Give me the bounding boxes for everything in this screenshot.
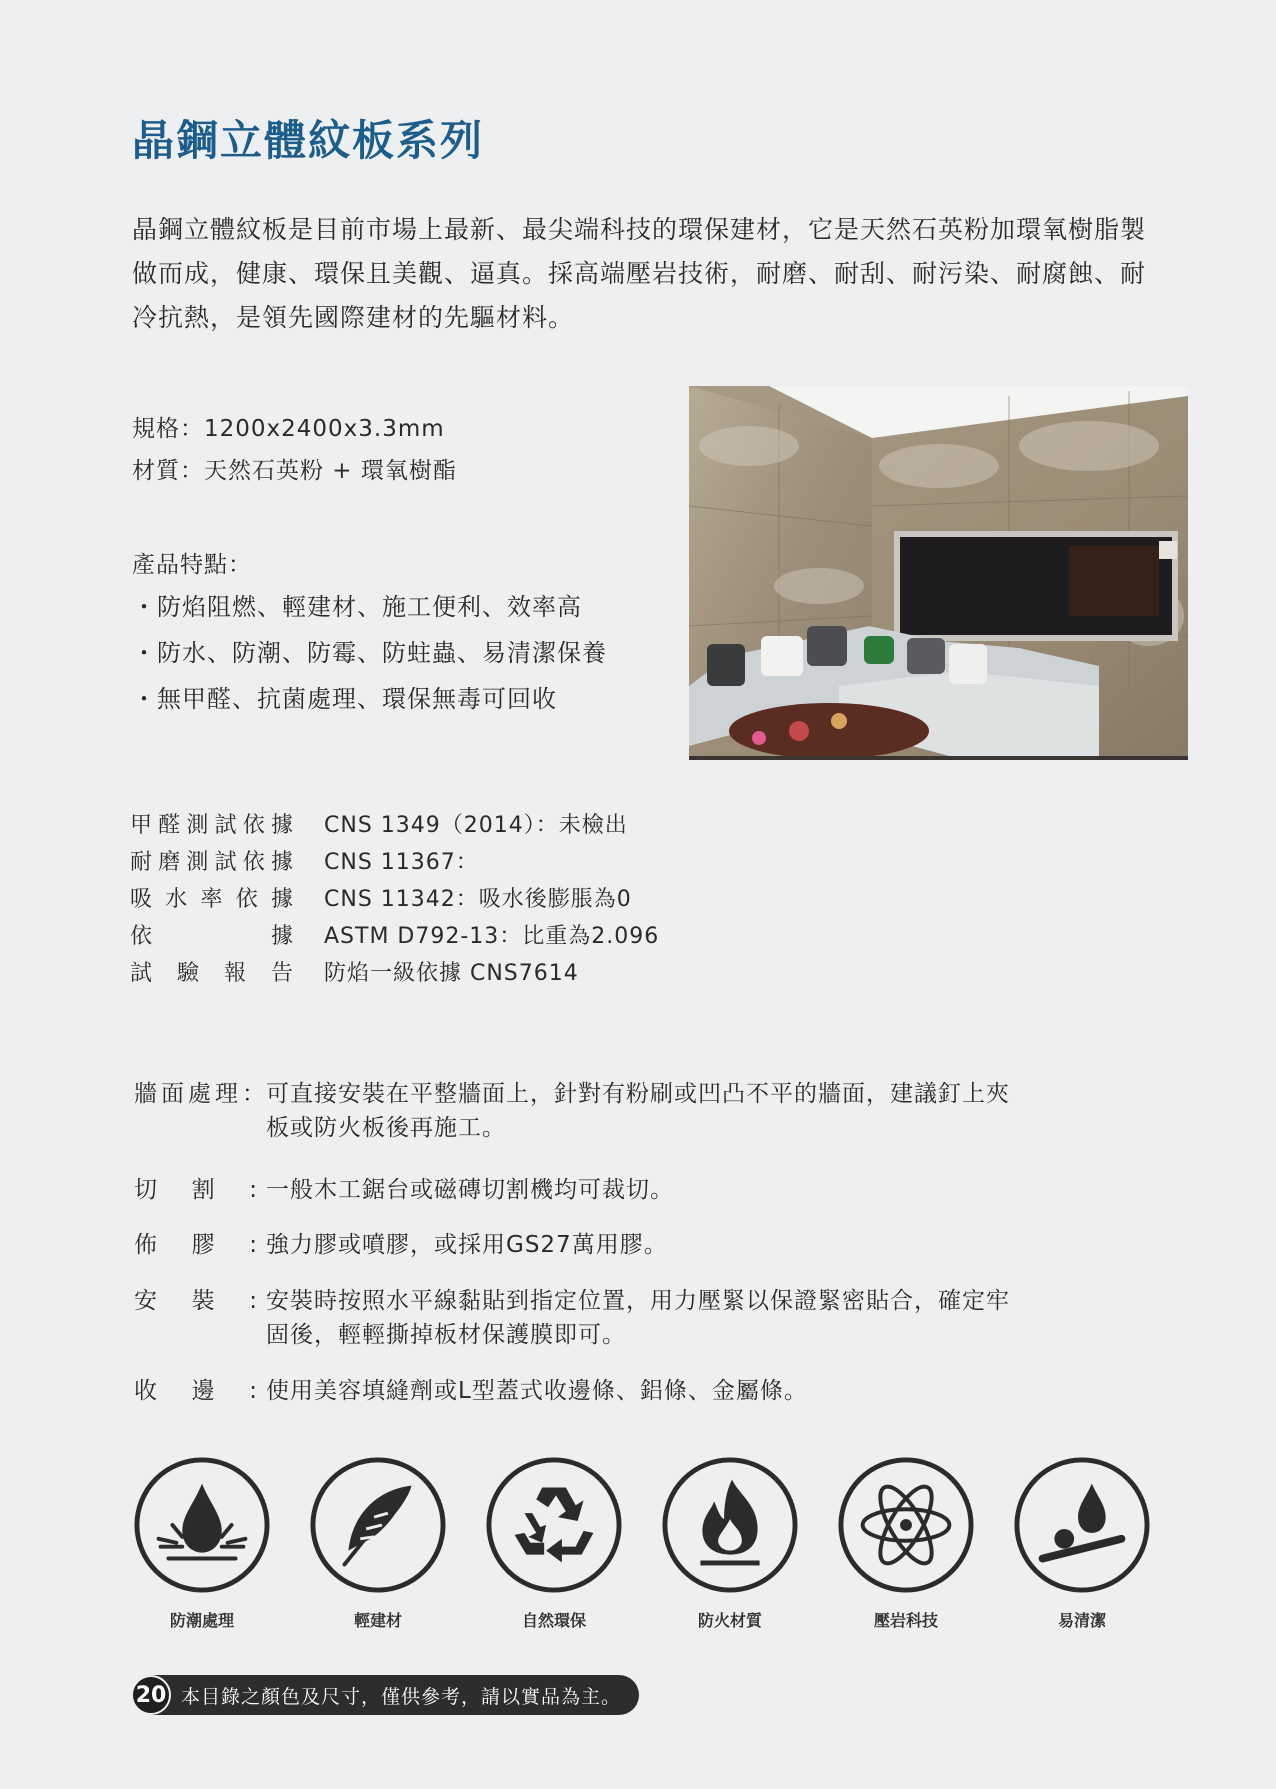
icon-item bbox=[1012, 1456, 1152, 1631]
recycle-icon bbox=[485, 1456, 623, 1594]
features-title: 產品特點： bbox=[132, 552, 252, 578]
test-value: ASTM D792-13：比重為2.096 bbox=[324, 924, 660, 949]
install-row bbox=[134, 1077, 1026, 1145]
living-room-photo bbox=[689, 386, 1188, 760]
intro-paragraph: 晶鋼立體紋板是目前市場上最新、最尖端科技的環保建材，它是天然石英粉加環氧樹脂製做而成，健康、環保且美觀、逼真。採高端壓岩技術，耐磨、耐刮、耐污染、耐腐蝕、耐冷抗熱，是領先國際建材的先驅材料。 bbox=[132, 215, 1147, 332]
feature-icons bbox=[132, 1456, 1152, 1631]
feature-item: ・ 防水、防潮、防霉、防蛀蟲、易清潔保養 bbox=[132, 630, 607, 676]
icon-item bbox=[308, 1456, 448, 1631]
icon-item bbox=[836, 1456, 976, 1631]
install-label: 佈膠: bbox=[134, 1232, 258, 1258]
page-number: 20 bbox=[131, 1675, 171, 1715]
spec-size: 規格：1200x2400x3.3mm bbox=[132, 416, 445, 442]
test-standards bbox=[130, 805, 659, 990]
icon-item bbox=[660, 1456, 800, 1631]
footer-note: 本目錄之顏色及尺寸，僅供參考，請以實品為主。 bbox=[181, 1685, 622, 1708]
feature-item: ・ 無甲醛、抗菌處理、環保無毒可回收 bbox=[132, 676, 607, 722]
feature-item: ・ 防焰阻燃、輕建材、施工便利、效率高 bbox=[132, 584, 607, 630]
install-value: 強力膠或噴膠，或採用GS27萬用膠。 bbox=[266, 1232, 668, 1258]
install-label: 切割: bbox=[134, 1177, 258, 1203]
install-label: 安裝: bbox=[134, 1288, 258, 1314]
icon-label: 防潮處理 bbox=[169, 1611, 234, 1630]
droplet-splash-icon bbox=[133, 1456, 271, 1594]
page-title: 晶鋼立體紋板系列 bbox=[132, 116, 485, 165]
icon-label: 壓岩科技 bbox=[873, 1611, 938, 1630]
test-row bbox=[130, 842, 659, 879]
icon-label: 輕建材 bbox=[353, 1611, 402, 1630]
install-value: 一般木工鋸台或磁磚切割機均可裁切。 bbox=[266, 1177, 674, 1203]
droplet-bead-icon bbox=[1013, 1456, 1151, 1594]
test-value: CNS 11367： bbox=[324, 850, 479, 875]
test-row bbox=[130, 953, 659, 990]
footer-bar bbox=[133, 1675, 639, 1715]
test-row bbox=[130, 916, 659, 953]
test-row bbox=[130, 805, 659, 842]
icon-item bbox=[132, 1456, 272, 1631]
install-value: 使用美容填縫劑或L型蓋式收邊條、鋁條、金屬條。 bbox=[266, 1378, 808, 1404]
test-row bbox=[130, 879, 659, 916]
install-row bbox=[134, 1284, 1026, 1352]
test-value: CNS 11342：吸水後膨脹為0 bbox=[324, 887, 632, 912]
spec-material: 材質：天然石英粉 + 環氧樹酯 bbox=[132, 458, 457, 484]
feather-icon bbox=[309, 1456, 447, 1594]
test-value: 防焰一級依據 CNS7614 bbox=[324, 961, 579, 986]
test-label: 吸水率依據 bbox=[130, 887, 294, 912]
test-label: 試驗報告 bbox=[130, 961, 294, 986]
flame-icon bbox=[661, 1456, 799, 1594]
install-row bbox=[134, 1374, 808, 1408]
install-row bbox=[134, 1228, 668, 1262]
atom-icon bbox=[837, 1456, 975, 1594]
test-label: 耐磨測試依據 bbox=[130, 850, 294, 875]
test-label: 甲醛測試依據 bbox=[130, 813, 294, 838]
install-value: 可直接安裝在平整牆面上，針對有粉刷或凹凸不平的牆面，建議釘上夾板或防火板後再施工。 bbox=[266, 1081, 1010, 1141]
features-list bbox=[132, 584, 607, 722]
install-label: 收邊: bbox=[134, 1378, 258, 1404]
icon-label: 易清潔 bbox=[1057, 1611, 1106, 1630]
test-value: CNS 1349（2014）：未檢出 bbox=[324, 813, 628, 838]
icon-label: 自然環保 bbox=[521, 1611, 586, 1630]
icon-item bbox=[484, 1456, 624, 1631]
install-label: 牆面處理： bbox=[134, 1081, 266, 1107]
icon-label: 防火材質 bbox=[697, 1611, 762, 1630]
install-row bbox=[134, 1173, 674, 1207]
install-value: 安裝時按照水平線黏貼到指定位置，用力壓緊以保證緊密貼合，確定牢固後，輕輕撕掉板材保護膜即可。 bbox=[266, 1288, 1010, 1348]
test-label: 依據 bbox=[130, 924, 294, 949]
